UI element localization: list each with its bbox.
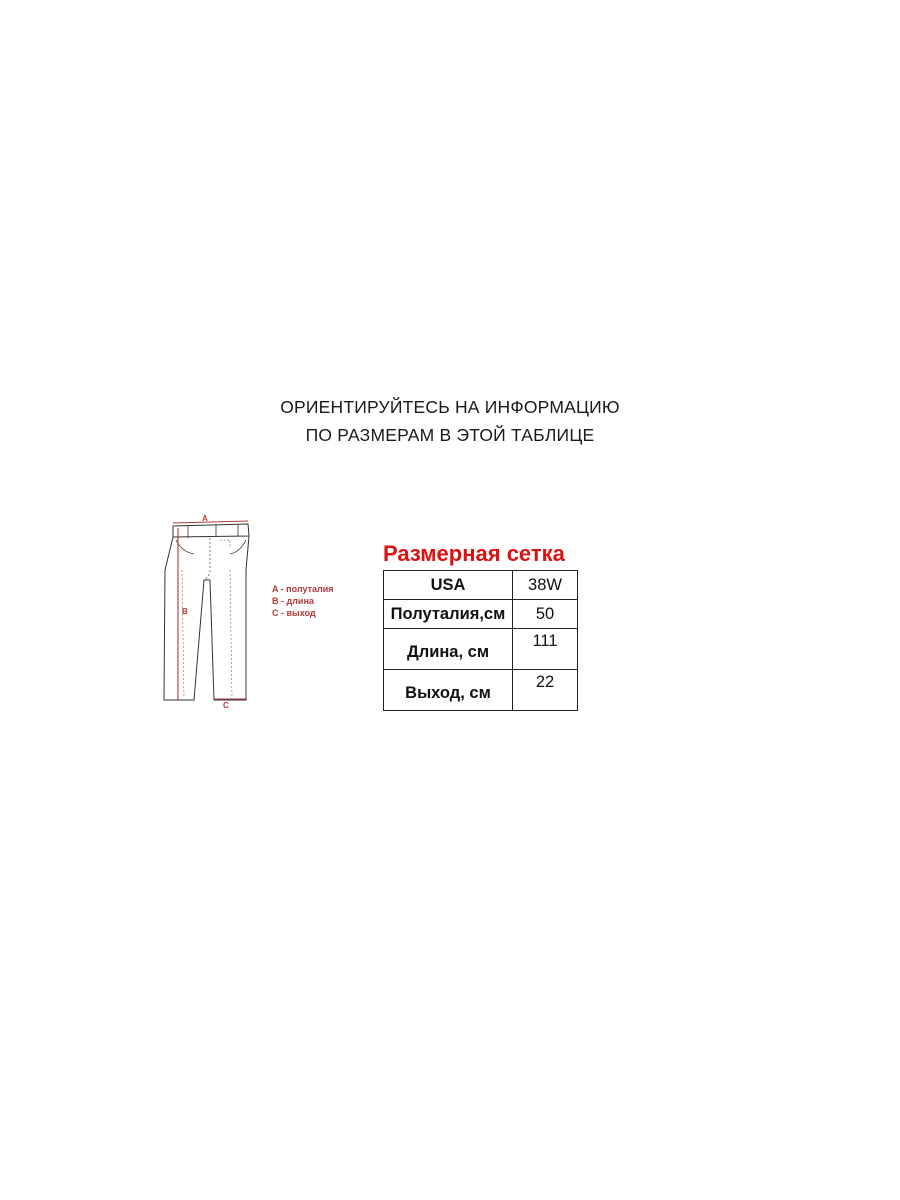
table-row [384, 670, 578, 711]
table-row [384, 600, 578, 629]
row-value-length: 111 [513, 629, 578, 670]
coin-pocket [220, 540, 230, 548]
size-table-title: Размерная сетка [383, 541, 565, 566]
trousers-outline [164, 536, 249, 700]
legend-item-b: B - длина [272, 596, 314, 606]
row-label-leg-opening: Выход, см [384, 670, 513, 711]
row-value-leg-opening: 22 [513, 670, 578, 711]
page-heading [0, 393, 900, 449]
row-value-half-waist: 50 [513, 600, 578, 629]
legend-item-a: A - полуталия [272, 584, 334, 594]
label-c: C [223, 701, 229, 710]
row-value-usa: 38W [513, 571, 578, 600]
label-a: A [202, 514, 208, 523]
heading-line-2: ПО РАЗМЕРАМ В ЭТОЙ ТАБЛИЦЕ [305, 425, 595, 445]
front-pocket-left [176, 540, 194, 554]
table-row [384, 629, 578, 670]
size-table [383, 570, 578, 711]
table-row [384, 571, 578, 600]
heading-line-1: ОРИЕНТИРУЙТЕСЬ НА ИНФОРМАЦИЮ [280, 397, 620, 417]
inner-leg-lines [182, 570, 232, 698]
row-label-length: Длина, см [384, 629, 513, 670]
legend-item-c: C - выход [272, 608, 316, 618]
row-label-usa: USA [384, 571, 513, 600]
label-b: B [182, 607, 188, 616]
front-pocket-right [230, 540, 246, 554]
fly-stitch [204, 538, 210, 580]
row-label-half-waist: Полуталия,см [384, 600, 513, 629]
measure-line-a [173, 521, 248, 523]
measurement-legend [272, 583, 334, 619]
